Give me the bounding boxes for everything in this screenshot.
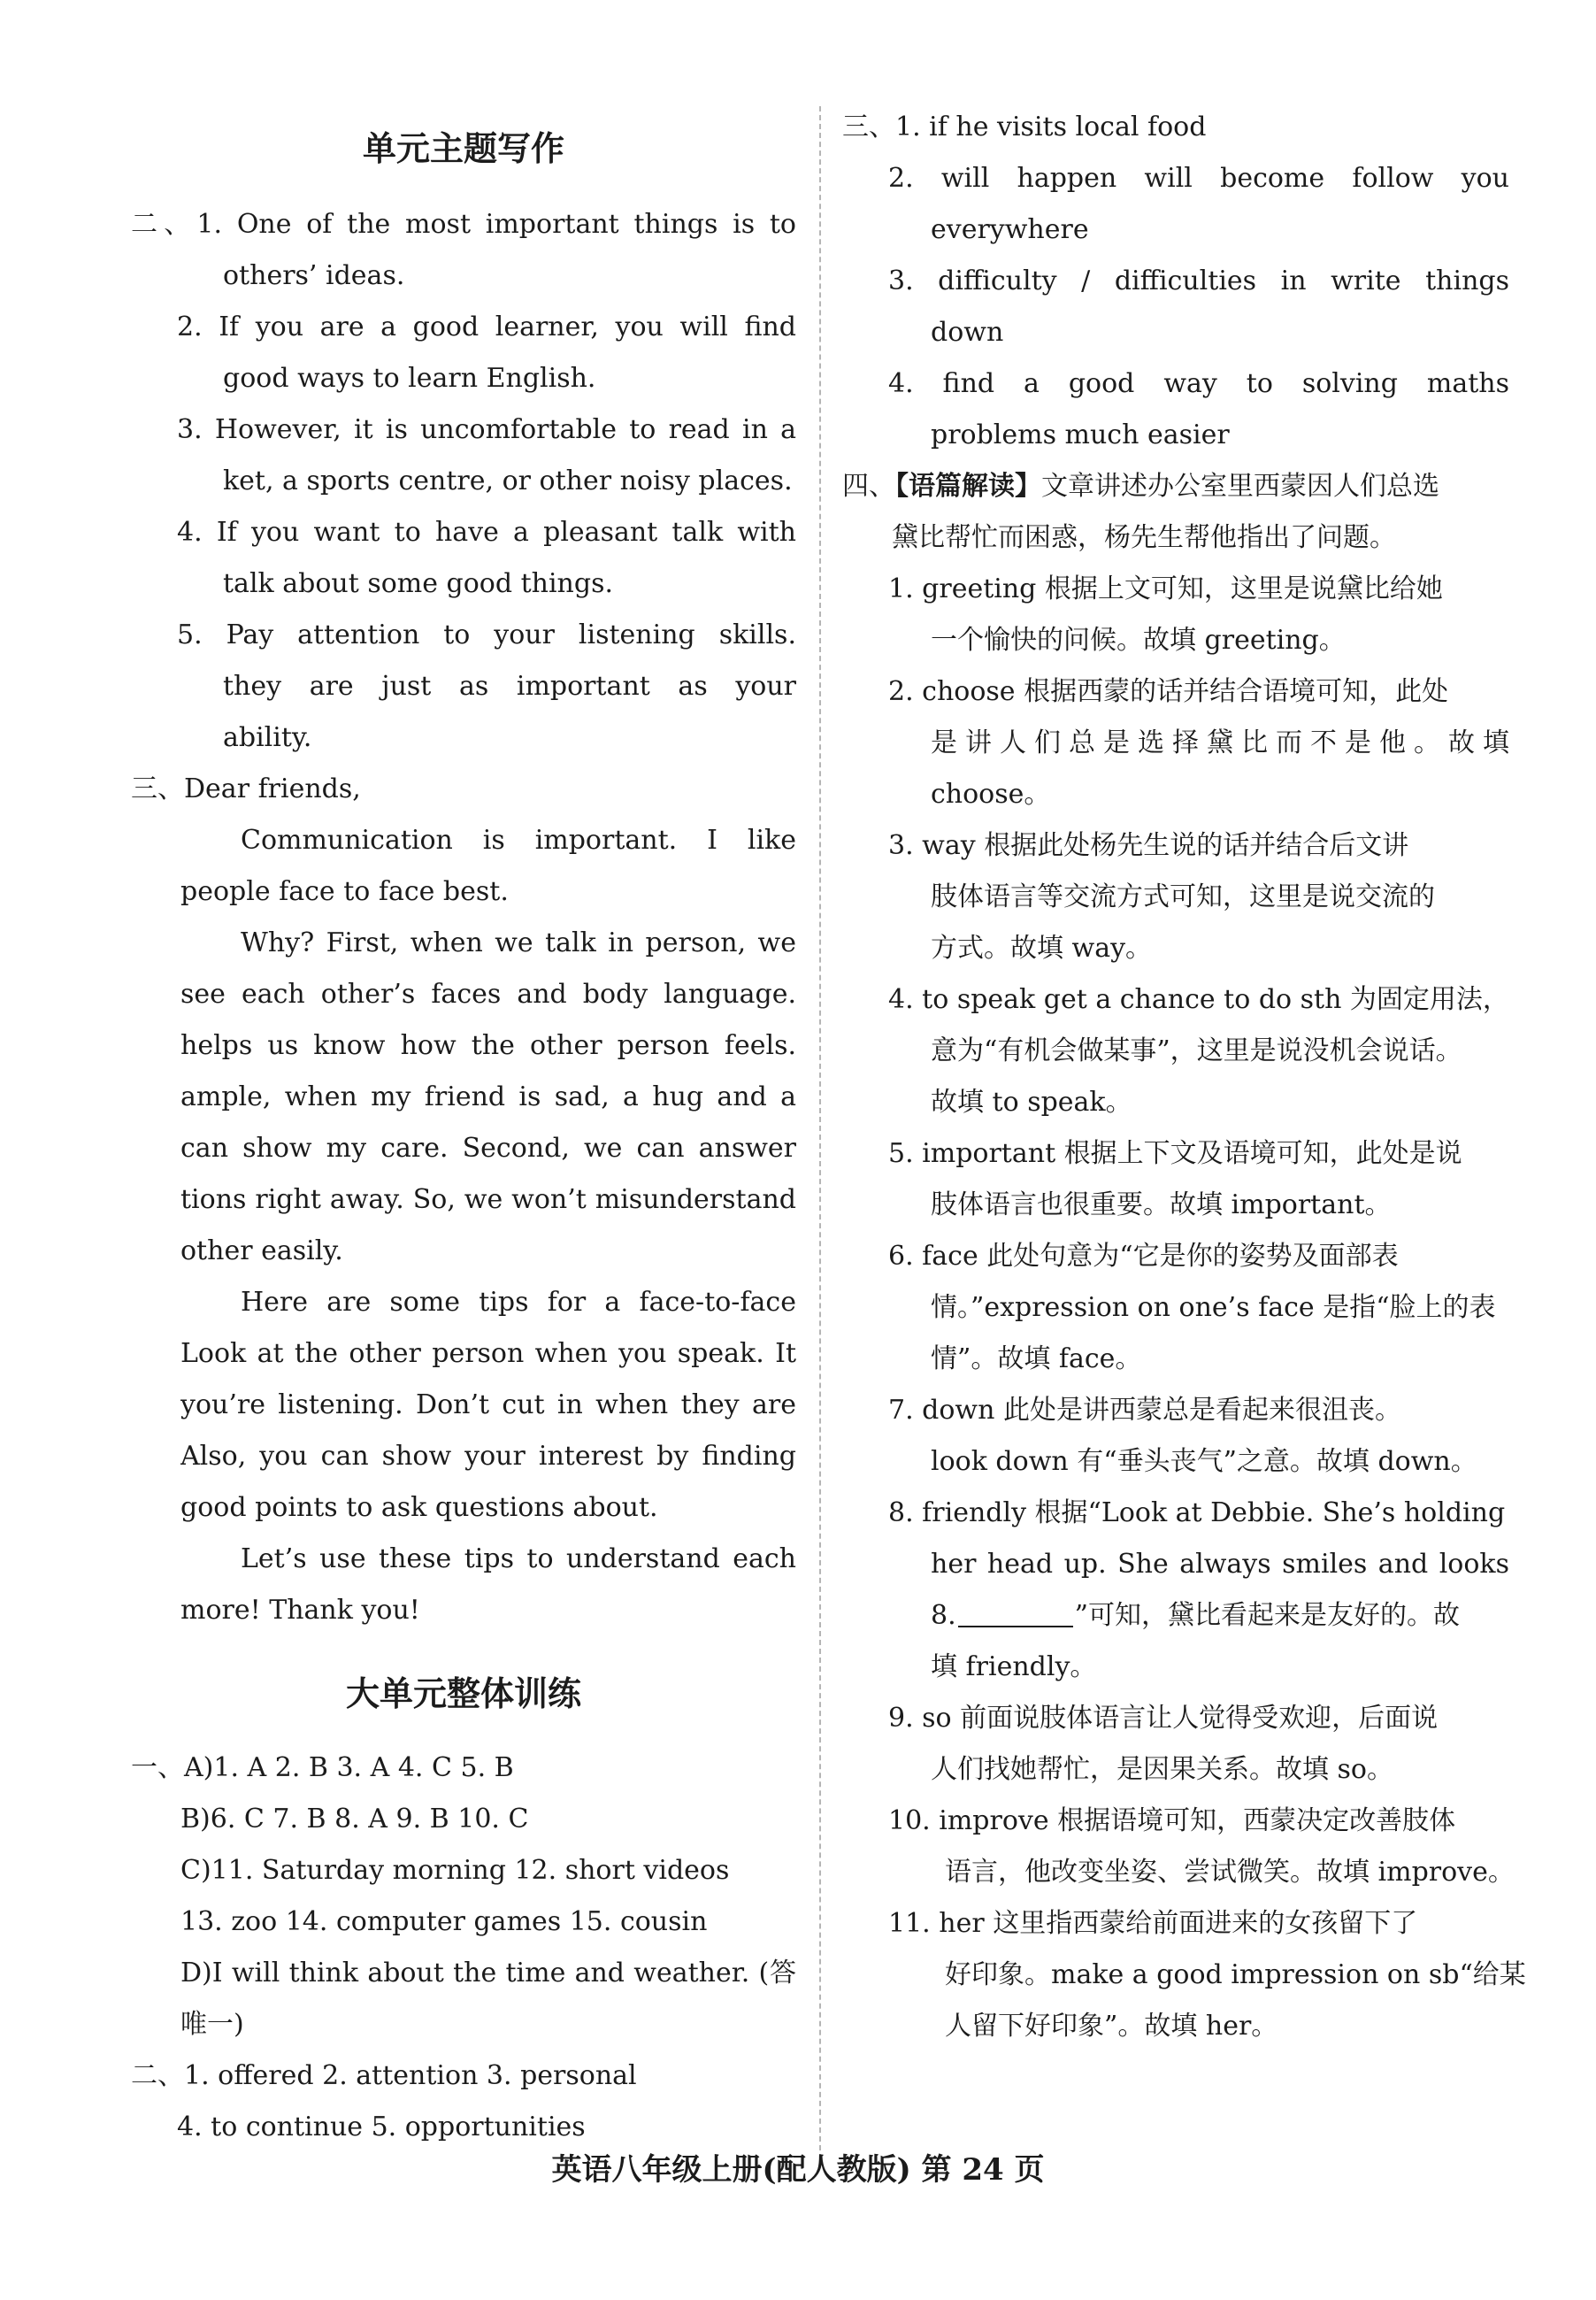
essay-line: Communication is important. I like (241, 825, 796, 856)
answer-line: 语言，他改变坐姿、尝试微笑。故填 improve。 (945, 1857, 1515, 1888)
answer-line: ket, a sports centre, or other noisy places. (223, 465, 793, 496)
answer-line: 方式。故填 way。 (931, 933, 1153, 964)
answer-line: they are just as important as your (223, 671, 796, 702)
answer-line: D)I will think about the time and weather. (答 (180, 1958, 796, 1988)
answer-line: 7. down 此处是讲西蒙总是看起来很沮丧。 (888, 1395, 1401, 1426)
answer-line: 1. greeting 根据上文可知，这里是说黛比给她 (888, 573, 1443, 604)
answer-line: problems much easier (931, 419, 1230, 450)
answer-line: 13. zoo 14. computer games 15. cousin (180, 1906, 708, 1937)
answer-line: choose。 (931, 779, 1051, 810)
essay-line: Also, you can show your interest by finding (180, 1441, 796, 1472)
answer-line: 二、1. One of the most important things is to (131, 209, 796, 240)
essay-line: you’re listening. Don’t cut in when they are (180, 1389, 796, 1420)
blank-number: 8. (931, 1600, 956, 1631)
answer-line: 6. face 此处句意为“它是你的姿势及面部表 (888, 1241, 1399, 1272)
essay-line: tions right away. So, we won’t misunderstand (180, 1184, 796, 1215)
answer-line: 是讲人们总是选择黛比而不是他。故填 (931, 727, 1509, 758)
answer-line: 2. will happen will become follow you (888, 163, 1509, 194)
answer-line: B)6. C 7. B 8. A 9. B 10. C (180, 1804, 529, 1835)
answer-line: 4. If you want to have a pleasant talk with (177, 517, 796, 548)
answer-line: talk about some good things. (223, 568, 614, 599)
answer-line: 2. If you are a good learner, you will find (177, 312, 796, 342)
blank-suffix: ”可知，黛比看起来是友好的。故 (1074, 1600, 1460, 1631)
answer-blank (958, 1625, 1073, 1627)
answer-line: 4. to continue 5. opportunities (177, 2112, 586, 2142)
answer-line: 5. important 根据上下文及语境可知，此处是说 (888, 1138, 1462, 1169)
answer-line: look down 有“垂头丧气”之意。故填 down。 (931, 1446, 1477, 1477)
answer-line: 三、1. if he visits local food (842, 112, 1207, 142)
answer-line: 肢体语言也很重要。故填 important。 (931, 1189, 1392, 1220)
column-divider (819, 106, 821, 2159)
answer-line: 9. so 前面说肢体语言让人觉得受欢迎，后面说 (888, 1703, 1439, 1734)
answer-line: 10. improve 根据语境可知，西蒙决定改善肢体 (888, 1805, 1456, 1836)
essay-line: people face to face best. (180, 876, 509, 907)
essay-line: Here are some tips for a face-to-face (241, 1287, 796, 1318)
answer-line: 3. way 根据此处杨先生说的话并结合后文讲 (888, 830, 1409, 861)
answer-line: down (931, 317, 1004, 348)
section-title-writing: 单元主题写作 (362, 129, 564, 168)
answer-line: good ways to learn English. (223, 363, 596, 394)
answer-line: 一个愉快的问候。故填 greeting。 (931, 625, 1346, 656)
question-number: 四、 (842, 471, 895, 502)
answer-line: 3. However, it is uncomfortable to read in a (177, 414, 796, 445)
answer-line: ability. (223, 722, 312, 753)
intro-text: 文章讲述办公室里西蒙因人们总选 (1041, 471, 1439, 502)
section-title-training: 大单元整体训练 (345, 1674, 581, 1713)
answer-line: 情”。故填 face。 (931, 1343, 1142, 1374)
essay-greeting: 三、Dear friends, (131, 773, 361, 804)
answer-line: 填 friendly。 (931, 1651, 1097, 1682)
essay-line: helps us know how the other person feels. (180, 1030, 796, 1061)
essay-line: other easily. (180, 1235, 343, 1266)
answer-line: everywhere (931, 214, 1089, 245)
answer-line: 人们找她帮忙，是因果关系。故填 so。 (931, 1754, 1393, 1785)
essay-line: more! Thank you! (180, 1595, 420, 1626)
answer-line: 11. her 这里指西蒙给前面进来的女孩留下了 (888, 1908, 1418, 1939)
passage-tag: 【语篇解读】 (895, 471, 1041, 502)
answer-line: 5. Pay attention to your listening skills. (177, 619, 796, 650)
passage-intro-line: 黛比帮忙而困惑，杨先生帮他指出了问题。 (892, 522, 1396, 553)
essay-line: Why? First, when we talk in person, we (241, 927, 796, 958)
answer-line: 意为“有机会做某事”，这里是说没机会说话。 (931, 1035, 1462, 1066)
answer-line: 肢体语言等交流方式可知，这里是说交流的 (931, 881, 1435, 912)
answer-line: 好印象。make a good impression on sb“给某 (945, 1959, 1526, 1990)
answer-line: 人留下好印象”。故填 her。 (945, 2011, 1278, 2042)
answer-line: 一、A)1. A 2. B 3. A 4. C 5. B (131, 1752, 514, 1783)
answer-line: 3. difficulty / difficulties in write things (888, 265, 1509, 296)
answer-line: 二、1. offered 2. attention 3. personal (131, 2060, 637, 2091)
answer-line: 8. friendly 根据“Look at Debbie. She’s holding (888, 1497, 1506, 1528)
essay-line: good points to ask questions about. (180, 1492, 658, 1523)
answer-line: C)11. Saturday morning 12. short videos (180, 1855, 730, 1886)
answer-line: 故填 to speak。 (931, 1087, 1132, 1118)
answer-line: 情。”expression on one’s face 是指“脸上的表 (931, 1292, 1496, 1323)
answer-line: others’ ideas. (223, 260, 405, 291)
answer-line: 2. choose 根据西蒙的话并结合语境可知，此处 (888, 676, 1449, 707)
answer-line: her head up. She always smiles and looks (931, 1549, 1509, 1580)
essay-line: can show my care. Second, we can answer (180, 1133, 796, 1164)
essay-line: see each other’s faces and body language. (180, 979, 796, 1010)
essay-line: Let’s use these tips to understand each (241, 1543, 796, 1574)
answer-line-with-blank (931, 1598, 1460, 1634)
essay-line: Look at the other person when you speak. It (180, 1338, 796, 1369)
passage-intro (842, 469, 1439, 504)
answer-line: 4. to speak get a chance to do sth 为固定用法， (888, 984, 1509, 1015)
essay-line: ample, when my friend is sad, a hug and a (180, 1081, 796, 1112)
answer-line: 唯一) (180, 2009, 244, 2040)
answer-line: 4. find a good way to solving maths (888, 368, 1509, 399)
page-footer: 英语八年级上册(配人教版) 第 24 页 (551, 2152, 1045, 2188)
